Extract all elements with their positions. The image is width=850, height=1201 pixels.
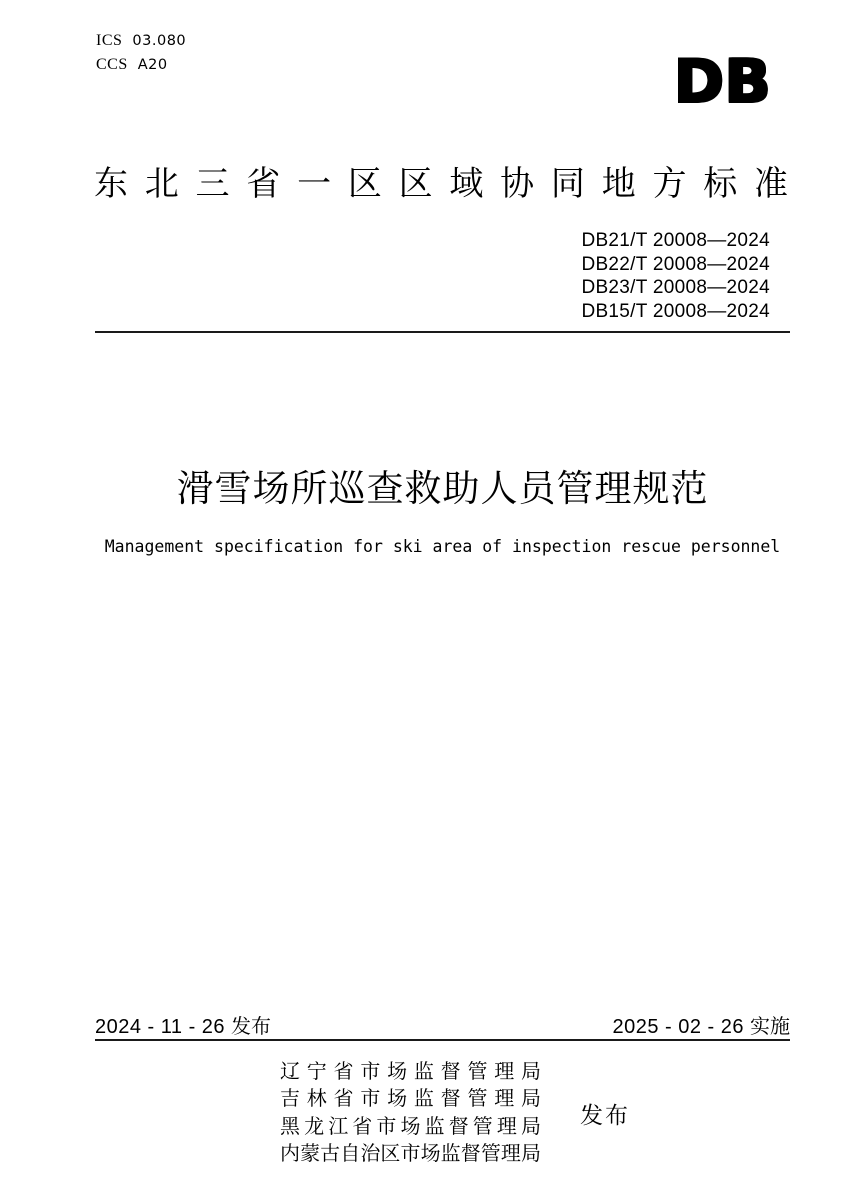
issue-date-value: 2024 - 11 - 26 bbox=[95, 1016, 226, 1038]
ccs-label: CCS bbox=[96, 56, 128, 73]
date-row bbox=[95, 1010, 790, 1039]
ics-value: 03.080 bbox=[132, 33, 187, 49]
issuing-authority: 辽宁省市场监督管理局 bbox=[280, 1061, 541, 1083]
issuing-authority: 内蒙古自治区市场监督管理局 bbox=[280, 1142, 541, 1165]
standard-number: DB21/T 20008—2024 bbox=[581, 230, 770, 251]
issue-date bbox=[95, 1010, 271, 1039]
document-title-zh: 滑雪场所巡查救助人员管理规范 bbox=[176, 468, 709, 509]
document-title-en: Management specification for ski area of inspection rescue personnel bbox=[104, 537, 781, 556]
standard-number: DB15/T 20008—2024 bbox=[581, 300, 770, 322]
standard-category-title: 东北三省一区区域协同地方标准 bbox=[94, 165, 788, 203]
ics-label: ICS bbox=[96, 32, 123, 49]
implementation-date-label: 实施 bbox=[750, 1016, 790, 1038]
ccs-code-line bbox=[96, 56, 168, 74]
standard-number-list bbox=[581, 229, 770, 323]
db-logo: DB bbox=[674, 47, 772, 117]
top-divider-line bbox=[95, 331, 790, 333]
issue-date-label: 发布 bbox=[231, 1016, 272, 1038]
standard-number: DB23/T 20008—2024 bbox=[581, 277, 770, 298]
standard-number: DB22/T 20008—2024 bbox=[581, 253, 770, 275]
issuing-authority: 吉林省市场监督管理局 bbox=[280, 1088, 541, 1111]
issuing-authority: 黑龙江省市场监督管理局 bbox=[280, 1115, 541, 1138]
bottom-divider-line bbox=[95, 1039, 790, 1041]
implementation-date-value: 2025 - 02 - 26 bbox=[612, 1016, 744, 1038]
ccs-value: A20 bbox=[137, 57, 168, 73]
publish-label: 发布 bbox=[580, 1102, 630, 1128]
issuing-authority-list bbox=[280, 1059, 541, 1168]
implementation-date bbox=[612, 1010, 790, 1039]
ics-code-line bbox=[96, 32, 186, 50]
